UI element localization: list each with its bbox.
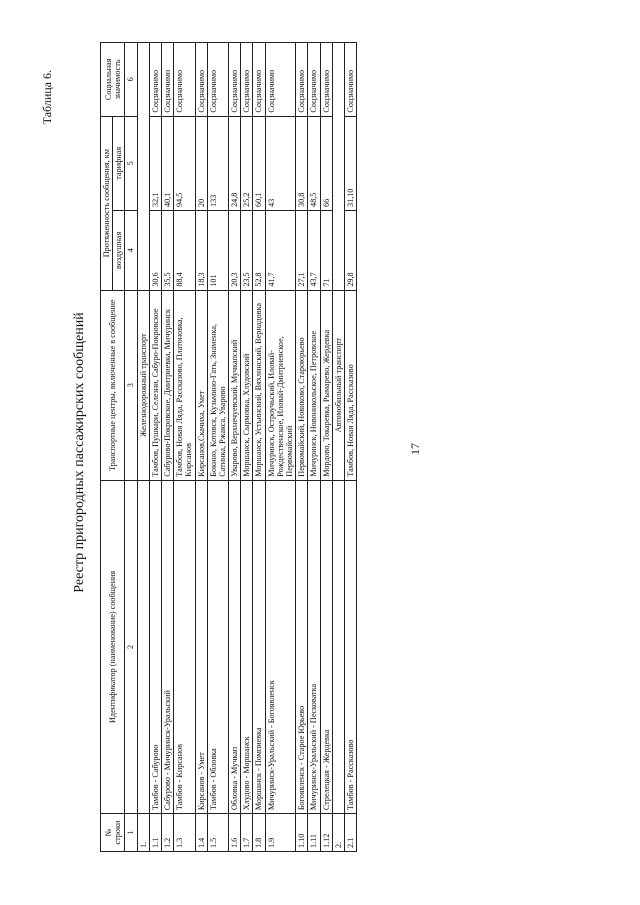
- row-tariff-length: 133: [207, 116, 228, 210]
- row-social: Соцзначимо: [265, 43, 296, 117]
- section-empty-cell: [332, 480, 344, 813]
- row-tariff-length: 25,2: [241, 116, 253, 210]
- table-row: [229, 43, 241, 852]
- section-label: Автомобильный транспорт: [332, 290, 344, 480]
- row-identifier: Мичуринск-Уральский - Богоявленск: [265, 480, 296, 813]
- section-label: Железнодорожный транспорт: [137, 290, 149, 480]
- row-social: Соцзначимо: [149, 43, 161, 117]
- row-identifier: Кирсанов - Умет: [195, 480, 207, 813]
- row-number: 1.5: [207, 814, 228, 852]
- row-tariff-length: 60,1: [253, 116, 265, 210]
- row-tariff-length: 32,1: [149, 116, 161, 210]
- row-identifier: Тамбов - Обловка: [207, 480, 228, 813]
- section-row: [332, 43, 344, 852]
- row-air-length: 35,5: [161, 210, 173, 290]
- row-centers: Мичуринск, Новоникольское, Петровское: [308, 290, 320, 480]
- table-row: [207, 43, 228, 852]
- row-centers: Бокино, Котовск, Кузьмино-Гать, Знаменка, Сатинка, Ржакса, Уварово: [207, 290, 228, 480]
- table-row: [320, 43, 332, 852]
- row-air-length: 20,3: [229, 210, 241, 290]
- row-air-length: 88,4: [174, 210, 195, 290]
- row-tariff-length: 31,10: [344, 116, 356, 210]
- table-row: [195, 43, 207, 852]
- row-identifier: Моршанск - Помпиевка: [253, 480, 265, 813]
- row-identifier: Обловка - Мучкап: [229, 480, 241, 813]
- registry-table: [100, 42, 357, 852]
- row-air-length: 52,8: [253, 210, 265, 290]
- row-number: 1.7: [241, 814, 253, 852]
- row-identifier: Мичуринск-Уральский - Песковатка: [308, 480, 320, 813]
- table-row: [149, 43, 161, 852]
- row-centers: Кирсанов,Скачиха, Умет: [195, 290, 207, 480]
- row-air-length: 27,1: [296, 210, 308, 290]
- header-num-3: 3: [125, 290, 137, 480]
- row-tariff-length: 94,5: [174, 116, 195, 210]
- row-number: 1.1: [149, 814, 161, 852]
- table-row: [241, 43, 253, 852]
- row-tariff-length: 43: [265, 116, 296, 210]
- table-row: [344, 43, 356, 852]
- row-number: 1.8: [253, 814, 265, 852]
- row-social: Соцзначимо: [296, 43, 308, 117]
- row-number: 1.11: [308, 814, 320, 852]
- header-tariff: тарифная: [113, 116, 125, 210]
- row-centers: Тамбов, Новая Ляда, Рассказово: [344, 290, 356, 480]
- row-tariff-length: 24,8: [229, 116, 241, 210]
- row-social: Соцзначимо: [308, 43, 320, 117]
- row-number: 1.10: [296, 814, 308, 852]
- row-number: 1.9: [265, 814, 296, 852]
- table-caption: Таблица 6.: [40, 70, 54, 125]
- header-num-4: 4: [125, 210, 137, 290]
- table-row: [253, 43, 265, 852]
- row-social: Соцзначимо: [320, 43, 332, 117]
- row-air-length: 18,3: [195, 210, 207, 290]
- row-tariff-length: 48,5: [308, 116, 320, 210]
- section-empty-cell: [137, 480, 149, 813]
- row-air-length: 71: [320, 210, 332, 290]
- row-centers: Уварово, Верхнечуевский, Мучкапский: [229, 290, 241, 480]
- row-number: 2.1: [344, 814, 356, 852]
- row-air-length: 101: [207, 210, 228, 290]
- row-air-length: 41,7: [265, 210, 296, 290]
- row-social: Соцзначимо: [253, 43, 265, 117]
- header-length: Протяженность сообщения, км: [101, 116, 113, 290]
- header-num-2: 2: [125, 480, 137, 813]
- row-identifier: Хлудово - Моршанск: [241, 480, 253, 813]
- section-row: [137, 43, 149, 852]
- table-row: [296, 43, 308, 852]
- table-row: [161, 43, 173, 852]
- section-number: 1.: [137, 814, 149, 852]
- header-row-number: № строки: [101, 814, 125, 852]
- row-social: Соцзначимо: [195, 43, 207, 117]
- row-number: 1.4: [195, 814, 207, 852]
- header-identifier: Идентификатор (наименование) сообщения: [101, 480, 125, 813]
- row-centers: Первомайский, Новиково, Староюрьево: [296, 290, 308, 480]
- header-num-1: 1: [125, 814, 137, 852]
- row-social: Соцзначимо: [229, 43, 241, 117]
- row-air-length: 30,6: [149, 210, 161, 290]
- row-centers: Мордово, Токаревка, Рымарево, Жердевка: [320, 290, 332, 480]
- page-title: Реестр пригородных пассажирских сообщений: [72, 312, 87, 593]
- row-number: 1.2: [161, 814, 173, 852]
- page-number: 17: [408, 443, 422, 455]
- row-social: Соцзначимо: [344, 43, 356, 117]
- row-centers: Тамбов, Новая Лядa, Рассказово, Платоновка, Кирсанов: [174, 290, 195, 480]
- table-row: [265, 43, 296, 852]
- row-identifier: Сабурово - Мичуринск-Уральский: [161, 480, 173, 813]
- row-identifier: Стрелецкая - Жердевка: [320, 480, 332, 813]
- row-number: 1.6: [229, 814, 241, 852]
- section-empty-cell: [332, 43, 344, 291]
- row-tariff-length: 30,8: [296, 116, 308, 210]
- row-air-length: 23,5: [241, 210, 253, 290]
- table-body: [137, 43, 357, 852]
- header-num-5: 5: [125, 116, 137, 210]
- table-row: [308, 43, 320, 852]
- row-number: 1.12: [320, 814, 332, 852]
- row-identifier: Богоявленск - Старое Юрьево: [296, 480, 308, 813]
- row-tariff-length: 20: [195, 116, 207, 210]
- header-air: воздушная: [113, 210, 125, 290]
- row-social: Соцзначимо: [207, 43, 228, 117]
- header-num-6: 6: [125, 43, 137, 117]
- section-empty-cell: [137, 43, 149, 291]
- row-social: Соцзначимо: [241, 43, 253, 117]
- row-centers: Сабурово-Покровское, Дмитриевка, Мичуринск: [161, 290, 173, 480]
- section-number: 2.: [332, 814, 344, 852]
- row-air-length: 43,7: [308, 210, 320, 290]
- rotated-page: [10, 30, 630, 875]
- row-centers: Моршанск, Устьинский, Вяхлинский, Вернадовка: [253, 290, 265, 480]
- row-identifier: Тамбов - Кирсанов: [174, 480, 195, 813]
- row-centers: Мичуринск, Остроучьский, Иловай-Рождественское, Иловай-Дмитриевское, Первомайский: [265, 290, 296, 480]
- row-identifier: Тамбов - Рассказово: [344, 480, 356, 813]
- row-number: 1.3: [174, 814, 195, 852]
- row-identifier: Тамбов - Сабурово: [149, 480, 161, 813]
- row-tariff-length: 66: [320, 116, 332, 210]
- row-centers: Моршанск, Сырмовка, Хлудовский: [241, 290, 253, 480]
- header-centers: Транспортные центры, включенные в сообщение: [101, 290, 125, 480]
- row-social: Соцзначимо: [174, 43, 195, 117]
- header-social: Социальная значимость: [101, 43, 125, 117]
- row-centers: Тамбов, Пушкари, Селезни, Сабуро-Покровское: [149, 290, 161, 480]
- row-social: Соцзначимо: [161, 43, 173, 117]
- row-air-length: 29,8: [344, 210, 356, 290]
- table-row: [174, 43, 195, 852]
- row-tariff-length: 40,1: [161, 116, 173, 210]
